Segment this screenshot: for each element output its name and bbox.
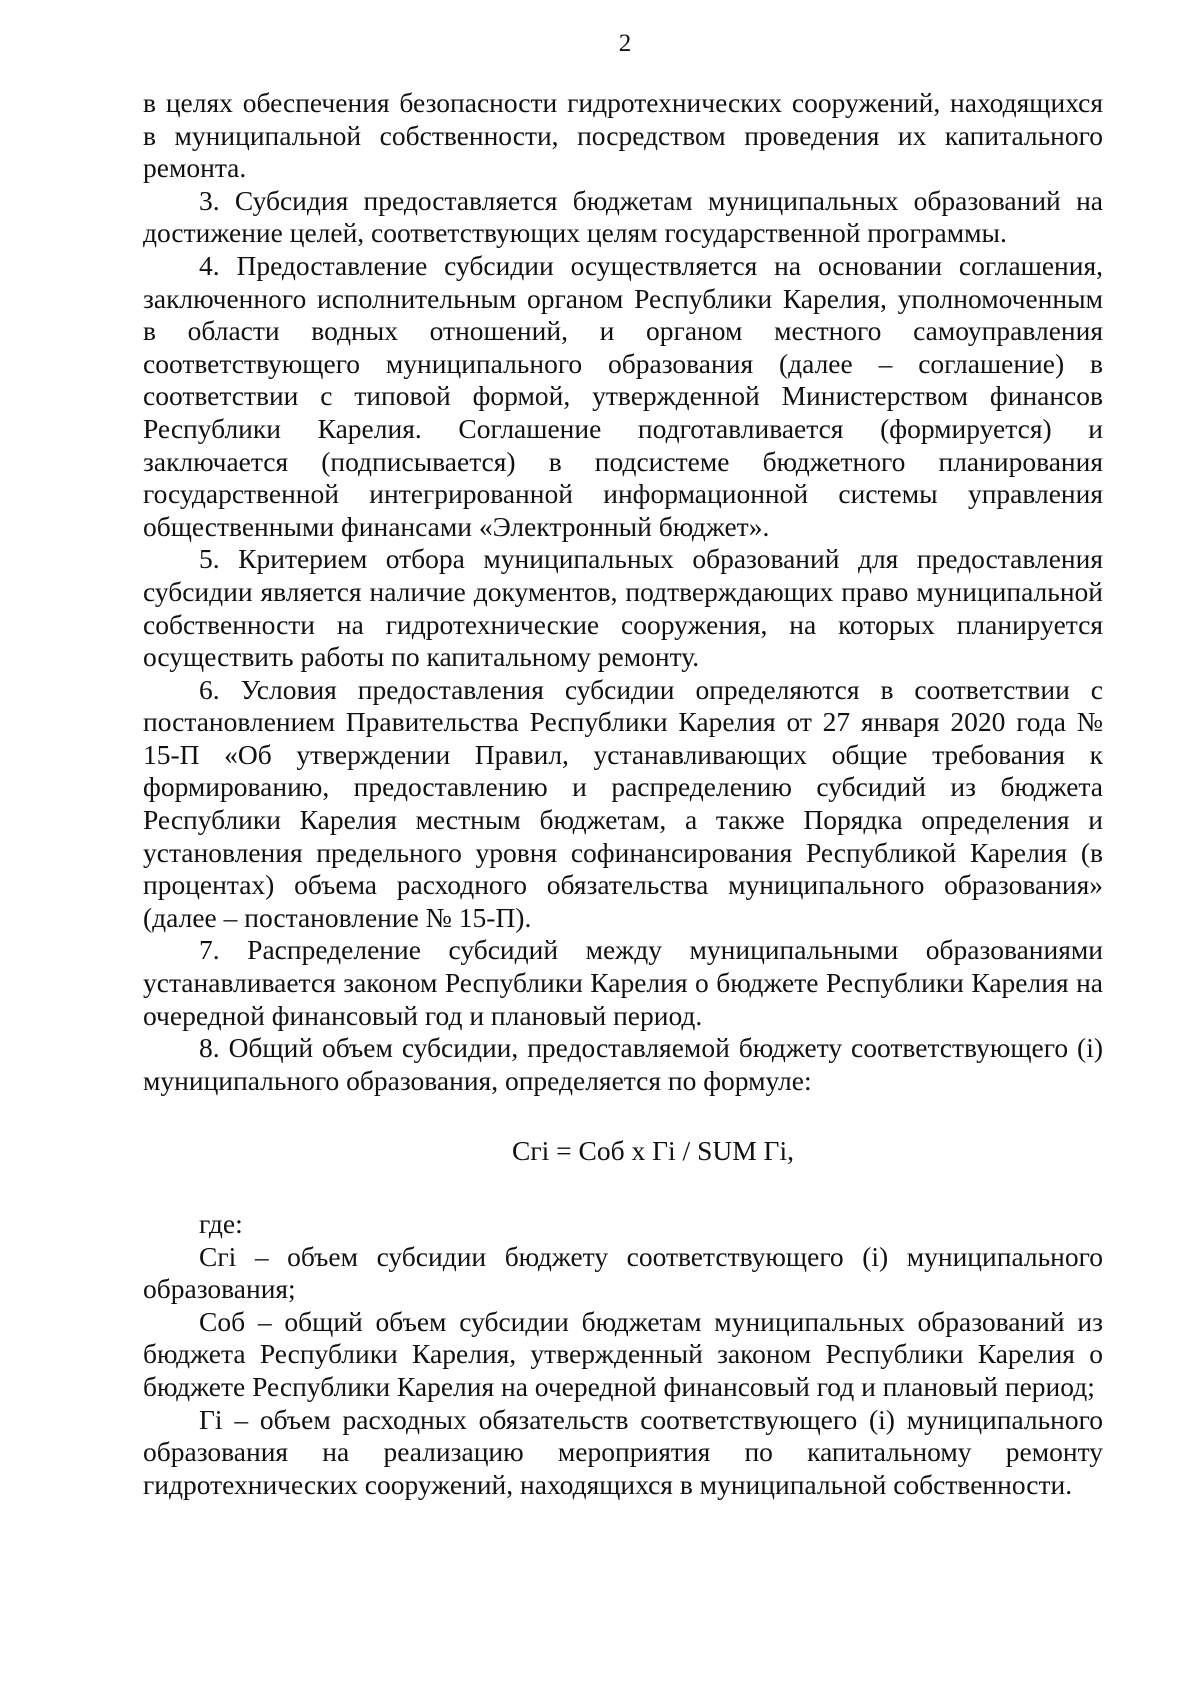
document-body (143, 87, 1103, 1501)
definition-gi: Гi – объем расходных обязательств соответствующего (i) муниципального образования на реализацию мероприятия по капитальному ремонту гидротехнических сооружений, находящихся в муниципальной собственности. (143, 1403, 1103, 1500)
paragraph-7: 7. Распределение субсидий между муниципальными образованиями устанавливается законом Республики Карелия о бюджете Республики Карелия на очередной финансовый год и плановый период. (143, 934, 1103, 1031)
formula: Сгi = Соб x Гi / SUM Гi, (512, 1135, 794, 1167)
paragraph-continuation: в целях обеспечения безопасности гидротехнических сооружений, находящихся в муниципальной собственности, посредством проведения их капитального ремонта. (143, 87, 1103, 184)
paragraph-4: 4. Предоставление субсидии осуществляется на основании соглашения, заключенного исполнительным органом Республики Карелия, уполномоченным в области водных отношений, и органом местного самоуправления соответствующего муниципального образования (далее – соглашение) в соответствии с типовой формой, утвержденной Министерством финансов Республики Карелия. Соглашение подготавливается (формируется) и заключается (подписывается) в подсистеме бюджетного планирования государственной интегрированной информационной системы управления общественными финансами «Электронный бюджет». (143, 249, 1103, 542)
definition-sob: Соб – общий объем субсидии бюджетам муниципальных образований из бюджета Республики Карелия, утвержденный законом Республики Карелия о бюджете Республики Карелия на очередной финансовый год и плановый период; (143, 1305, 1103, 1402)
paragraph-3: 3. Субсидия предоставляется бюджетам муниципальных образований на достижение целей, соответствующих целям государственной программы. (143, 184, 1103, 249)
page-number: 2 (618, 30, 632, 57)
paragraph-6: 6. Условия предоставления субсидии определяются в соответствии с постановлением Правительства Республики Карелия от 27 января 2020 года № 15-П «Об утверждении Правил, устанавливающих общие требования к формированию, предоставлению и распределению субсидий из бюджета Республики Карелия местным бюджетам, а также Порядка определения и установления предельного уровня софинансирования Республикой Карелия (в процентах) объема расходного обязательства муниципального образования» (далее – постановление № 15-П). (143, 673, 1103, 933)
definition-intro: где: (199, 1208, 243, 1239)
definition-sgi: Сгi – объем субсидии бюджету соответствующего (i) муниципального образования; (143, 1240, 1103, 1305)
paragraph-8: 8. Общий объем субсидии, предоставляемой бюджету соответствующего (i) муниципального образования, определяется по формуле: (143, 1032, 1103, 1096)
paragraph-5: 5. Критерием отбора муниципальных образований для предоставления субсидии является наличие документов, подтверждающих право муниципальной собственности на гидротехнические сооружения, на которых планируется осуществить работы по капитальному ремонту. (143, 543, 1103, 673)
